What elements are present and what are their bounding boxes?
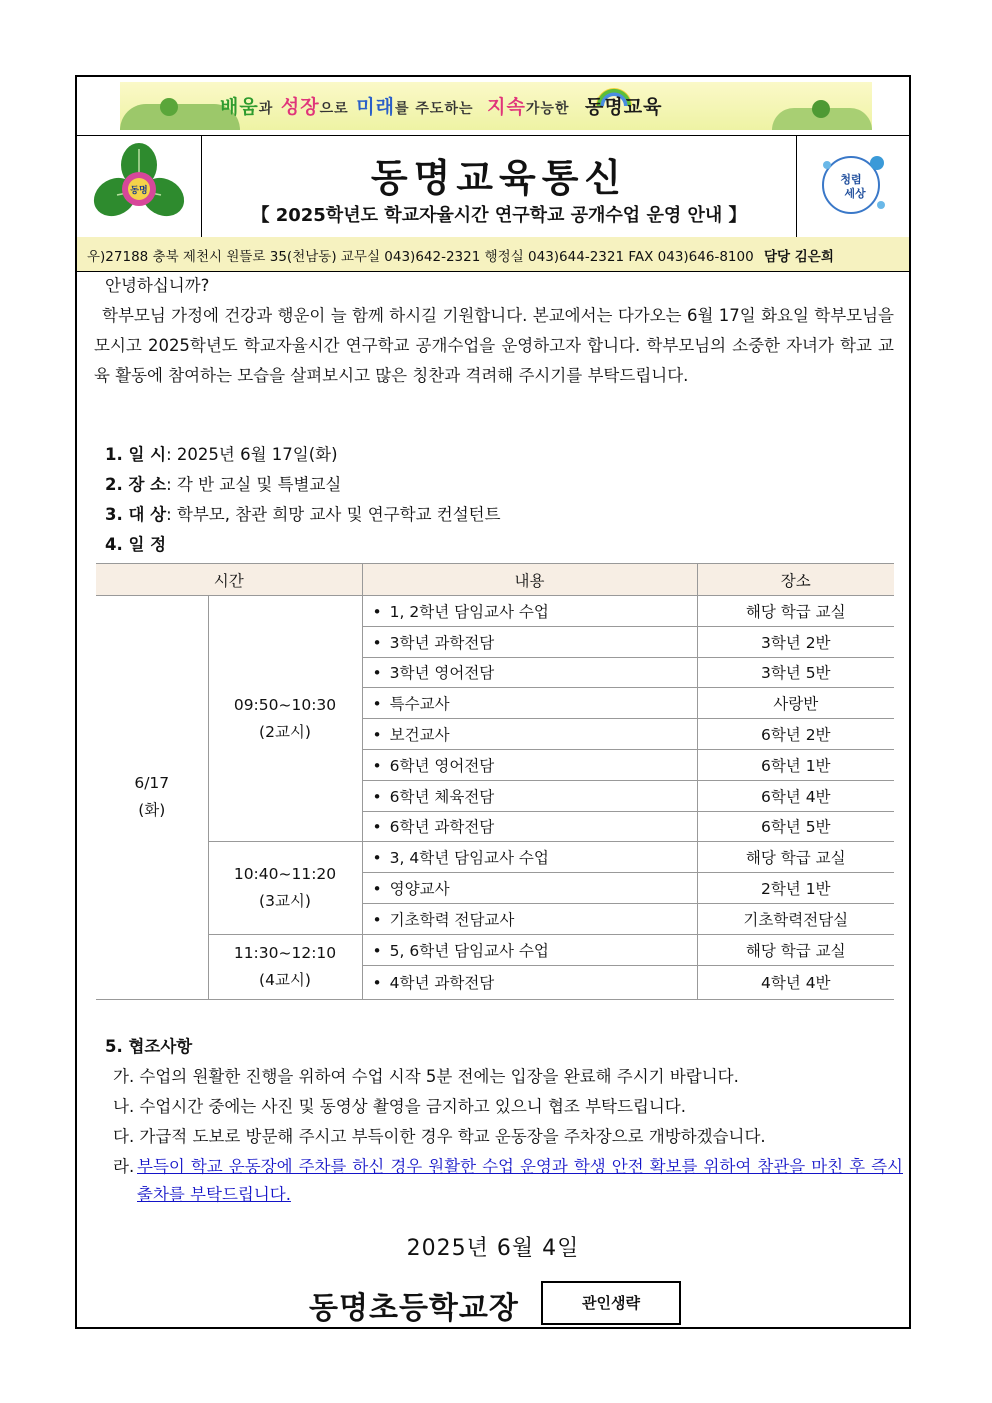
content-text: 6학년 영어전담: [389, 756, 495, 775]
content-text: 5, 6학년 담임교사 수업: [389, 941, 549, 960]
bullet-icon: •: [372, 880, 382, 899]
title-row: [77, 135, 909, 238]
period-label: (3교시): [259, 892, 311, 911]
content-text: 1, 2학년 담임교사 수업: [389, 602, 549, 621]
content-cell: [362, 626, 697, 657]
integrity-logo-icon: [797, 135, 909, 237]
slogan-text: [220, 92, 662, 119]
content-cell: [362, 811, 697, 842]
bullet-icon: •: [372, 910, 382, 929]
item-label: 1. 일 시: [105, 445, 167, 464]
integrity-logo-text-1: 청렴: [840, 173, 862, 186]
content-cell: [362, 657, 697, 688]
place-cell: 해당 학급 교실: [697, 596, 894, 627]
content-cell: [362, 965, 697, 999]
day-text: (화): [138, 801, 166, 820]
place-cell: 기초학력전담실: [697, 903, 894, 934]
content-text: 기초학력 전담교사: [389, 910, 515, 929]
place-cell: 6학년 4반: [697, 780, 894, 811]
column-header-content: 내용: [362, 564, 697, 596]
item-place: [105, 471, 341, 495]
content-text: 영양교사: [389, 880, 450, 899]
place-cell: 6학년 5반: [697, 811, 894, 842]
cooperation-title: 5. 협조사항: [105, 1037, 193, 1056]
period-label: (2교시): [259, 722, 311, 741]
column-header-time: 시간: [96, 564, 362, 596]
content-cell: [362, 688, 697, 719]
place-cell: 해당 학급 교실: [697, 842, 894, 873]
issue-date: 2025년 6월 4일: [406, 1236, 580, 1261]
content-cell: [362, 842, 697, 873]
slogan-word: 지속: [487, 96, 526, 118]
item-label: 4. 일 정: [105, 535, 167, 554]
principal-signature: 동명초등학교장: [309, 1291, 519, 1326]
bullet-icon: •: [372, 974, 382, 993]
period-cell: [208, 934, 362, 999]
page-title: 동명교육통신: [370, 155, 628, 200]
integrity-logo-cell: [796, 135, 909, 237]
table-header-row: [96, 564, 894, 596]
item-datetime: [105, 441, 338, 465]
slogan-banner: [120, 82, 872, 130]
tree-icon: [160, 98, 178, 116]
cooperation-item-highlight: 부득이 학교 운동장에 주차를 하신 경우 원활한 수업 운영과 학생 안전 확보를 위하여 참관을 마친 후 즉시 출차를 부탁드립니다.: [137, 1157, 903, 1204]
bullet-icon: •: [372, 756, 382, 775]
greeting: 안녕하십니까?: [105, 276, 210, 295]
bullet-icon: •: [372, 695, 382, 714]
content-cell: [362, 780, 697, 811]
date-cell: [96, 596, 208, 1000]
place-cell: 4학년 4반: [697, 965, 894, 999]
place-cell: 3학년 5반: [697, 657, 894, 688]
item-label: 3. 대 상: [105, 505, 167, 524]
period-cell: [208, 596, 362, 842]
slogan-word: 배움: [220, 96, 259, 118]
content-cell: [362, 934, 697, 965]
bullet-icon: •: [372, 633, 382, 652]
date-text: 6/17: [134, 774, 170, 793]
table-row: [96, 934, 894, 965]
column-header-place: 장소: [697, 564, 894, 596]
emblem-text: 동명: [130, 186, 148, 196]
slogan-word: 동명교육: [585, 96, 663, 118]
bullet-icon: •: [372, 787, 382, 806]
cooperation-item: 다. 가급적 도보로 방문해 주시고 부득이한 경우 학교 운동장을 주차장으로 개방하겠습니다.: [113, 1127, 766, 1146]
table-row: [96, 842, 894, 873]
integrity-logo-text-2: 세상: [844, 187, 866, 200]
item-schedule: [105, 531, 166, 555]
place-cell: 사랑반: [697, 688, 894, 719]
bullet-icon: •: [372, 664, 382, 683]
period-time: 09:50~10:30: [233, 695, 337, 714]
content-text: 6학년 체육전담: [389, 787, 495, 806]
banner-row: [77, 77, 909, 136]
content-text: 3학년 영어전담: [389, 664, 495, 683]
tree-icon: [812, 100, 830, 118]
slogan-word: 성장: [280, 96, 320, 118]
place-cell: 해당 학급 교실: [697, 934, 894, 965]
slogan-particle: 으로: [319, 101, 349, 117]
content-text: 4학년 과학전담: [389, 974, 495, 993]
period-time: 10:40~11:20: [233, 865, 337, 884]
place-cell: 2학년 1반: [697, 873, 894, 904]
school-logo-cell: [77, 135, 202, 237]
table-row: [96, 596, 894, 627]
school-address: [87, 245, 834, 265]
cooperation-item: 가. 수업의 원활한 진행을 위하여 수업 시작 5분 전에는 입장을 완료해 주시기 바랍니다.: [113, 1067, 739, 1086]
contact-person: 담당 김은희: [763, 249, 834, 265]
schedule-table: [96, 563, 894, 1000]
item-value: : 2025년 6월 17일(화): [166, 445, 338, 464]
page-subtitle: 【 2025학년도 학교자율시간 연구학교 공개수업 운영 안내 】: [251, 205, 747, 226]
content-text: 3학년 과학전담: [389, 633, 495, 652]
cooperation-item: [113, 1153, 903, 1209]
content-cell: [362, 873, 697, 904]
period-label: (4교시): [259, 970, 311, 989]
content-text: 3, 4학년 담임교사 수업: [389, 849, 549, 868]
document-frame: [75, 75, 911, 1329]
intro-paragraph: 학부모님 가정에 건강과 행운이 늘 함께 하시길 기원합니다. 본교에서는 다가오는 6월 17일 화요일 학부모님을 모시고 2025학년도 학교자율시간 연구학교 공개수업을 운영하고자 합니다. 학부모님의 소중한 자녀가 학교 교육 활동에 참여하는 모습을 살펴보시고 많은 칭찬과 격려해 주시기를 부탁드립니다.: [94, 306, 894, 385]
item-value: : 학부모, 참관 희망 교사 및 연구학교 컨설턴트: [166, 505, 501, 524]
place-cell: 6학년 1반: [697, 749, 894, 780]
content-cell: [362, 596, 697, 627]
item-label: 2. 장 소: [105, 475, 167, 494]
place-cell: 6학년 2반: [697, 719, 894, 750]
cooperation-item: 나. 수업시간 중에는 사진 및 동영상 촬영을 금지하고 있으니 협조 부탁드립니다.: [113, 1097, 686, 1116]
bullet-icon: •: [372, 602, 382, 621]
address-text: 우)27188 충북 제천시 원뜰로 35(천남동) 교무실 043)642-2321 행정실 043)644-2321 FAX 043)646-8100: [87, 249, 754, 265]
slogan-particle: 과: [258, 101, 274, 117]
place-cell: 3학년 2반: [697, 626, 894, 657]
content-text: 특수교사: [389, 695, 450, 714]
bullet-icon: •: [372, 818, 382, 837]
address-bar: [77, 237, 909, 272]
content-cell: [362, 749, 697, 780]
bullet-icon: •: [372, 849, 382, 868]
content-cell: [362, 903, 697, 934]
content-text: 6학년 과학전담: [389, 818, 495, 837]
item-audience: [105, 501, 501, 525]
period-time: 11:30~12:10: [233, 943, 337, 962]
content-text: 보건교사: [389, 726, 450, 745]
slogan-particle: 를 주도하는: [395, 101, 474, 117]
period-cell: [208, 842, 362, 934]
bullet-icon: •: [372, 726, 382, 745]
slogan-word: 미래: [356, 96, 395, 118]
cooperation-item-label: 라.: [113, 1157, 135, 1176]
bullet-icon: •: [372, 941, 382, 960]
content-cell: [362, 719, 697, 750]
school-emblem-icon: [77, 135, 201, 237]
seal-omitted-box: 관인생략: [541, 1281, 681, 1325]
item-value: : 각 반 교실 및 특별교실: [166, 475, 342, 494]
slogan-particle: 가능한: [525, 101, 570, 117]
